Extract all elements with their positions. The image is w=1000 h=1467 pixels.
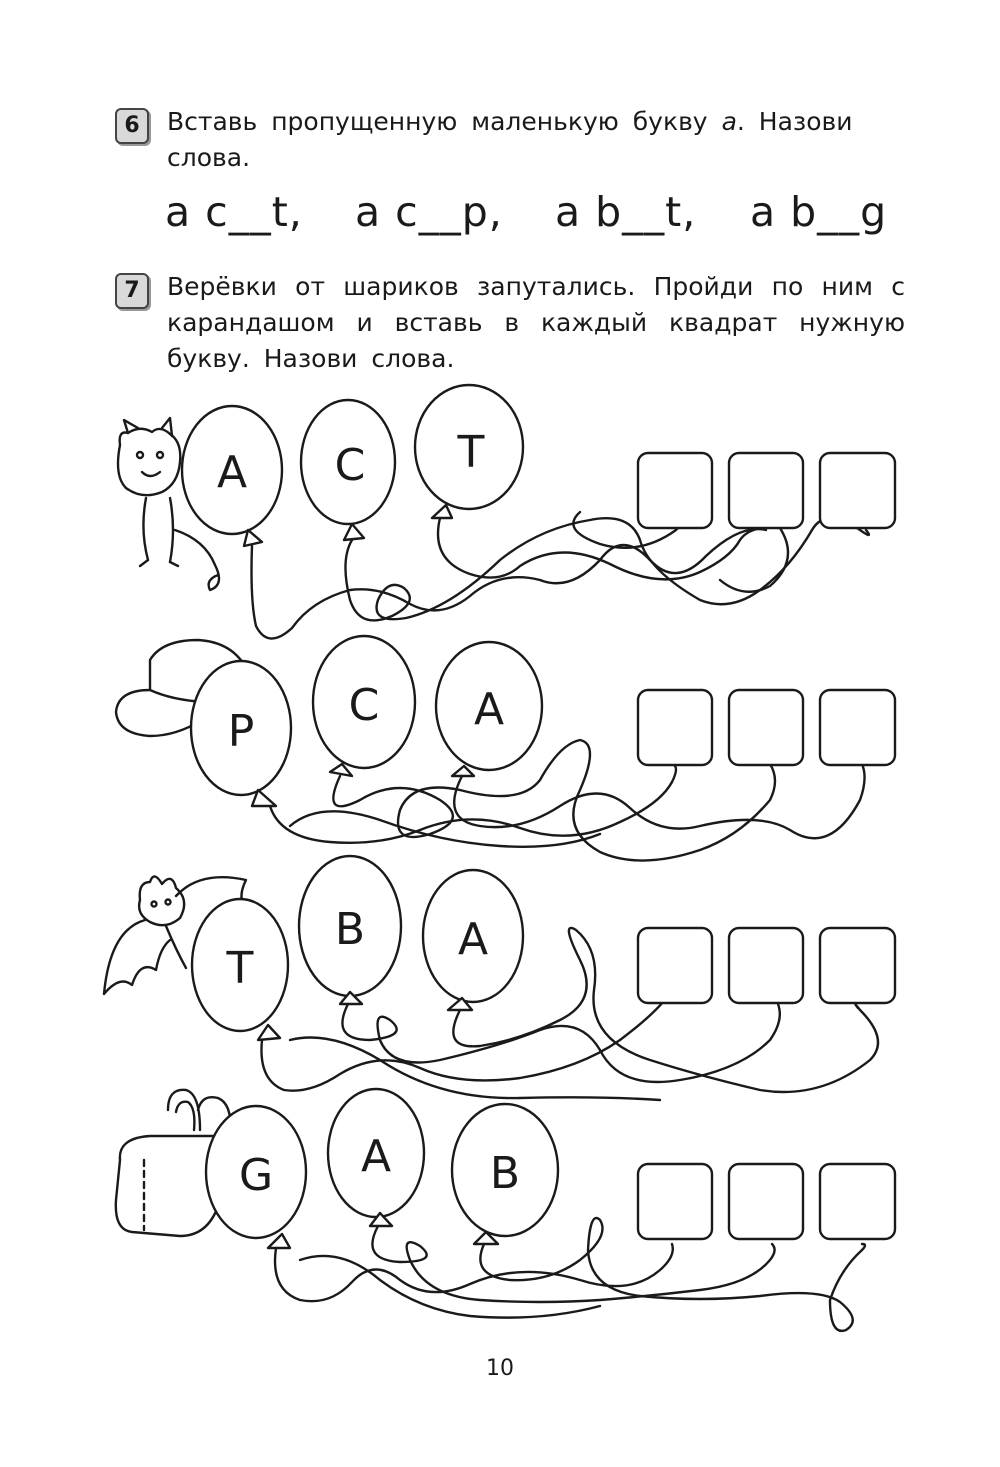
balloon[interactable] [452, 1104, 558, 1244]
rope [275, 1244, 673, 1301]
balloon[interactable] [328, 1089, 424, 1226]
answer-box[interactable] [820, 453, 895, 528]
word-gap[interactable]: a c__t, [165, 188, 303, 236]
page-number: 10 [486, 1356, 514, 1381]
balloon[interactable] [301, 400, 395, 540]
balloon-letter: C [348, 680, 380, 731]
answer-boxes [638, 690, 895, 765]
balloon-letter: P [227, 706, 255, 757]
balloon-letter: C [334, 440, 366, 491]
answer-boxes [638, 453, 895, 528]
answer-box[interactable] [729, 453, 803, 528]
word-gap[interactable]: a b__g [750, 188, 888, 236]
balloon[interactable] [191, 661, 291, 806]
answer-box[interactable] [729, 690, 803, 765]
balloon[interactable] [423, 870, 523, 1010]
balloon-letter: B [489, 1148, 521, 1199]
balloon-letter: A [360, 1131, 392, 1182]
balloon-letter: A [457, 914, 489, 965]
answer-boxes [638, 928, 895, 1003]
balloon-letter: A [216, 447, 248, 498]
answer-box[interactable] [729, 1164, 803, 1239]
rope [342, 1004, 779, 1082]
answer-box[interactable] [638, 690, 712, 765]
balloon-letter: T [226, 943, 254, 994]
balloon-letter: T [457, 427, 485, 478]
rope [345, 518, 868, 620]
word-gap[interactable]: a b__t, [555, 188, 697, 236]
balloon-letter: A [473, 684, 505, 735]
answer-box[interactable] [820, 1164, 895, 1239]
answer-box[interactable] [638, 928, 712, 1003]
balloon[interactable] [206, 1106, 306, 1248]
balloon[interactable] [192, 899, 288, 1040]
answer-box[interactable] [638, 453, 712, 528]
answer-box[interactable] [820, 928, 895, 1003]
balloon-letter: G [238, 1150, 274, 1201]
answer-boxes [638, 1164, 895, 1239]
task-6-line2: слова. [167, 143, 251, 172]
answer-box[interactable] [638, 1164, 712, 1239]
task-7-instruction: Верёвки от шариков запутались. Пройди по ним с карандашом и вставь в каждый квадрат нужную букву. Назови слова. [167, 272, 905, 373]
balloon[interactable] [299, 856, 401, 1004]
balloon[interactable] [182, 406, 282, 546]
task-6-line1-end: . Назови [736, 107, 853, 136]
word-gap[interactable]: a c__p, [355, 188, 503, 236]
balloon-letter: B [334, 904, 366, 955]
balloon[interactable] [436, 642, 542, 776]
answer-box[interactable] [729, 928, 803, 1003]
rope [252, 529, 767, 638]
task-7-number: 7 [115, 273, 149, 309]
balloon[interactable] [415, 385, 523, 518]
answer-box[interactable] [820, 690, 895, 765]
balloon[interactable] [313, 636, 415, 776]
task-6-line1: Вставь пропущенную маленькую букву [167, 107, 708, 136]
task-6-number: 6 [115, 108, 149, 144]
task-6-letter: а [721, 107, 737, 136]
